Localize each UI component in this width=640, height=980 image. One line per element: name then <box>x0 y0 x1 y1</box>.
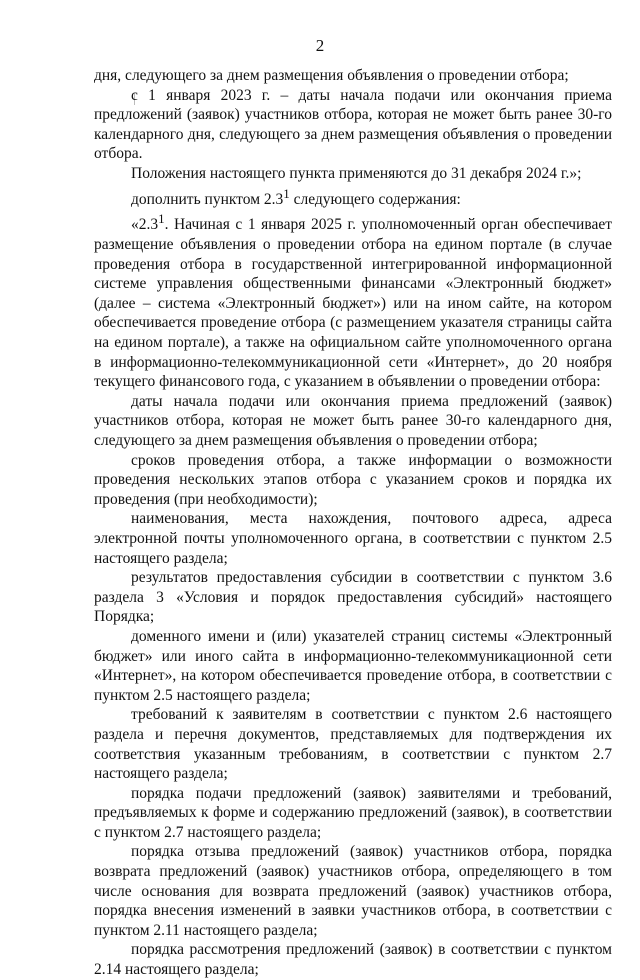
paragraph: порядка отзыва предложений (заявок) участников отбора, порядка возврата предложений (заявок) участников отбора, определяющего в том числе основания для возврата предложений (заявок) участников отбора, порядка внесения изменений в заявки участников отбора, в соответствии с пунктом 2.11 настоящего раздела; <box>94 843 612 939</box>
paragraph-text: «2.3 <box>131 216 159 234</box>
paragraph: порядка подачи предложений (заявок) заявителями и требований, предъявляемых к форме и содержанию предложений (заявок), в соответствии с пунктом 2.7 настоящего раздела; <box>94 784 612 841</box>
paragraph: дня, следующего за днем размещения объявления о проведении отбора; <box>94 67 569 84</box>
paragraph: Положения настоящего пункта применяются до 31 декабря 2024 г.»; <box>131 164 582 182</box>
superscript: 1 <box>283 185 290 201</box>
paragraph-text: . Начиная с 1 января 2025 г. уполномоченный орган обеспечивает размещение объявления о проведении отбора на едином портале (в случае проведения отбора в государственной интегрированной информационной системе управления общественными финансами «Электронный бюджет» (далее – система «Электронный бюджет») или на ином сайте, на котором обеспечивается проведение отбора (с размещением указателя страницы сайта на едином портале), а также на официальном сайте уполномоченного органа в информационно-телекоммуникационной сети «Интернет», до 20 ноября текущего финансового года, с указанием в объявлении о проведении отбора: <box>94 216 612 391</box>
paragraph: с 1 января 2023 г. – даты начала подачи или окончания приема предложений (заявок) участников отбора, которая не может быть ранее 30-го календарного дня, следующего за днем размещения объявления о проведении отбора. <box>94 86 612 163</box>
document-body <box>94 66 612 980</box>
paragraph: доменного имени и (или) указателей страниц системы «Электронный бюджет» или иного сайта в информационно-телекоммуникационной сети «Интернет», на котором обеспечивается проведение отбора, в соответствии с пунктом 2.5 настоящего раздела; <box>94 627 612 704</box>
paragraph: требований к заявителям в соответствии с пунктом 2.6 настоящего раздела и перечня документов, представляемых для подтверждения их соответствия указанным требованиям, в соответствии с пунктом 2.7 настоящего раздела; <box>94 706 612 783</box>
paragraph: наименования, места нахождения, почтового адреса, адреса электронной почты уполномоченного органа, в соответствии с пунктом 2.5 настоящего раздела; <box>94 510 612 567</box>
paragraph-text: следующего содержания: <box>289 190 461 208</box>
paragraph: сроков проведения отбора, а также информации о возможности проведения нескольких этапов отбора с указанием сроков и порядка их проведения (при необходимости); <box>94 451 612 508</box>
paragraph <box>94 184 612 210</box>
paragraph <box>94 209 612 392</box>
paragraph-text: дополнить пунктом 2.3 <box>131 190 284 208</box>
paragraph: результатов предоставления субсидии в соответствии с пунктом 3.6 раздела 3 «Условия и порядок предоставления субсидий» настоящего Порядка; <box>94 569 612 626</box>
paragraph: даты начала подачи или окончания приема предложений (заявок) участников отбора, которая не может быть ранее 30-го календарного дня, следующего за днем размещения объявления о проведении отбора; <box>94 392 612 449</box>
page-number: 2 <box>315 36 325 55</box>
superscript: 1 <box>158 211 165 227</box>
paragraph: порядка рассмотрения предложений (заявок) в соответствии с пунктом 2.14 настоящего раздела; <box>94 941 612 979</box>
